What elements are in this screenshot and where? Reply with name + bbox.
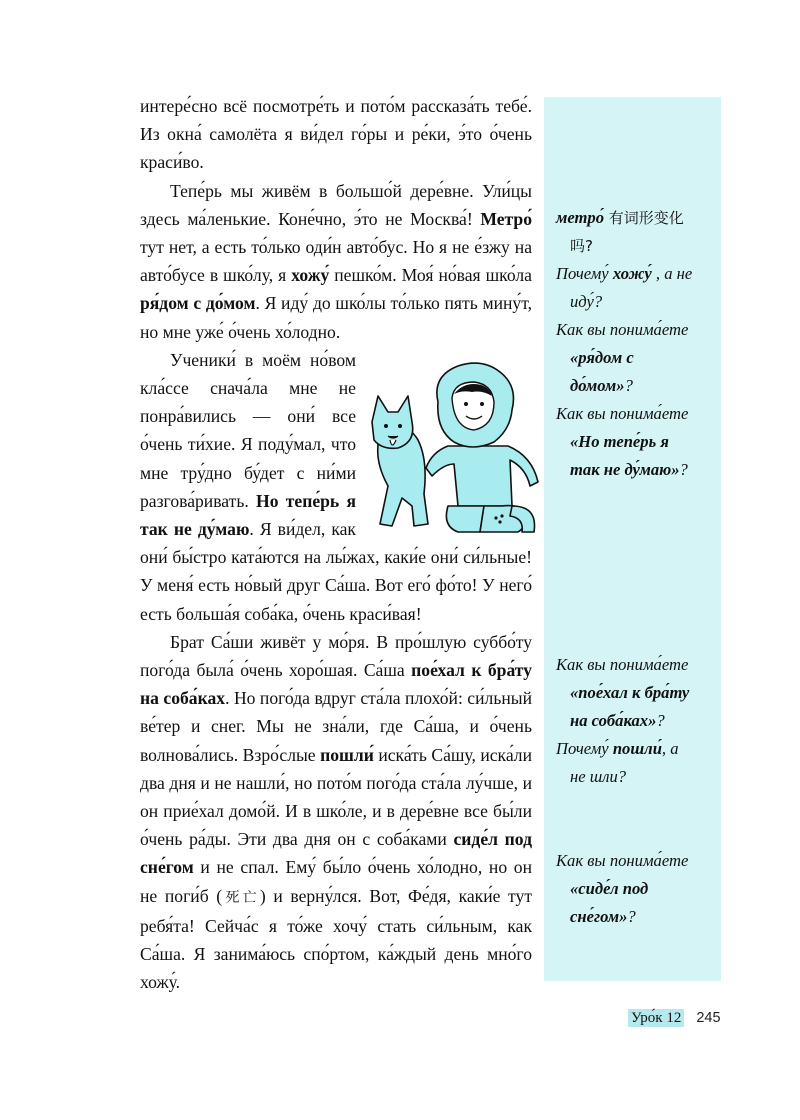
paragraph-1: интере́сно всё посмотре́ть и пото́м рассказа́ть тебе́. Из окна́ самолёта я ви́дел го́ры и ре́ки, э́то о́чень краси́во.	[140, 96, 532, 173]
paragraph-2: Тепе́рь мы живём в большо́й дере́вне. Ули́цы здесь ма́ленькие. Коне́чно, э́то не Москва́! Метро́ тут нет, а есть то́лько оди́н авто́бус. Но я не е́зжу на авто́бусе в шко́лу, я хожу́ пешко́м. Моя́ но́вая шко́ла ря́дом с до́мом. Я иду́ до шко́лы то́лько пять мину́т, но мне уже́ о́чень хо́лодно.	[140, 180, 532, 342]
note-teper: Как вы понима́ете «Но тепе́рь я так не ду́маю»?	[556, 404, 689, 480]
note-sidel: Как вы понима́ете «сиде́л под сне́гом»?	[556, 851, 689, 927]
paragraph-3: Ученики́ в моём но́вом кла́ссе снача́ла мне не понра́вились — они́ все о́чень ти́хие. Я поду́мал, что мне тру́дно бу́дет с ни́ми разгова́ривать. Но тепе́рь я так не ду́маю. Я ви́дел, как они́ бы́стро ката́ются на лы́жах, каки́е они́ си́льные! У меня́ есть но́вый друг Са́ша. Вот его́ фо́то! У него́ есть больша́я соба́ка, о́чень краси́вая!	[140, 346, 532, 628]
note-poshli: Почему́ пошли́, а не шли?	[556, 739, 679, 787]
note-poekhal: Как вы понима́ете «пое́хал к бра́ту на соба́ках»?	[556, 655, 690, 731]
boy-with-husky-illustration	[362, 356, 540, 538]
note-hozhu: Почему́ хожу́ , а не иду́?	[556, 264, 693, 312]
page-footer	[628, 1010, 721, 1027]
note-metro: метро́ 有词形变化 吗?	[556, 208, 684, 256]
paragraph-4: Брат Са́ши живёт у мо́ря. В про́шлую суббо́ту пого́да была́ о́чень хоро́шая. Са́ша пое́хал к бра́ту на соба́ках. Но пого́да вдруг ста́ла плохо́й: си́льный ве́тер и снег. Мы не зна́ли, где Са́ша, и о́чень волнова́лись. Взро́слые пошли́ иска́ть Са́шу, иска́ли два дня и не нашли́, но пото́м пого́да ста́ла лу́чше, и он прие́хал домо́й. И в шко́ле, и в дере́вне все бы́ли о́чень ра́ды. Эти два дня он с соба́ками сиде́л под сне́гом и не спал. Ему́ бы́ло о́чень хо́лодно, но он не поги́б (死亡) и верну́лся. Вот, Фе́дя, каки́е тут ребя́та! Сейча́с я то́же хочу́ стать си́льным, как Са́ша. Я занима́юсь спо́ртом, ка́ждый день мно́го хожу́.	[140, 631, 533, 993]
main-text	[140, 92, 532, 997]
lesson-label: Уро́к 12	[628, 1009, 684, 1027]
page-number: 245	[696, 1010, 721, 1026]
note-ryadom: Как вы понима́ете «ря́дом с до́мом»?	[556, 320, 689, 396]
